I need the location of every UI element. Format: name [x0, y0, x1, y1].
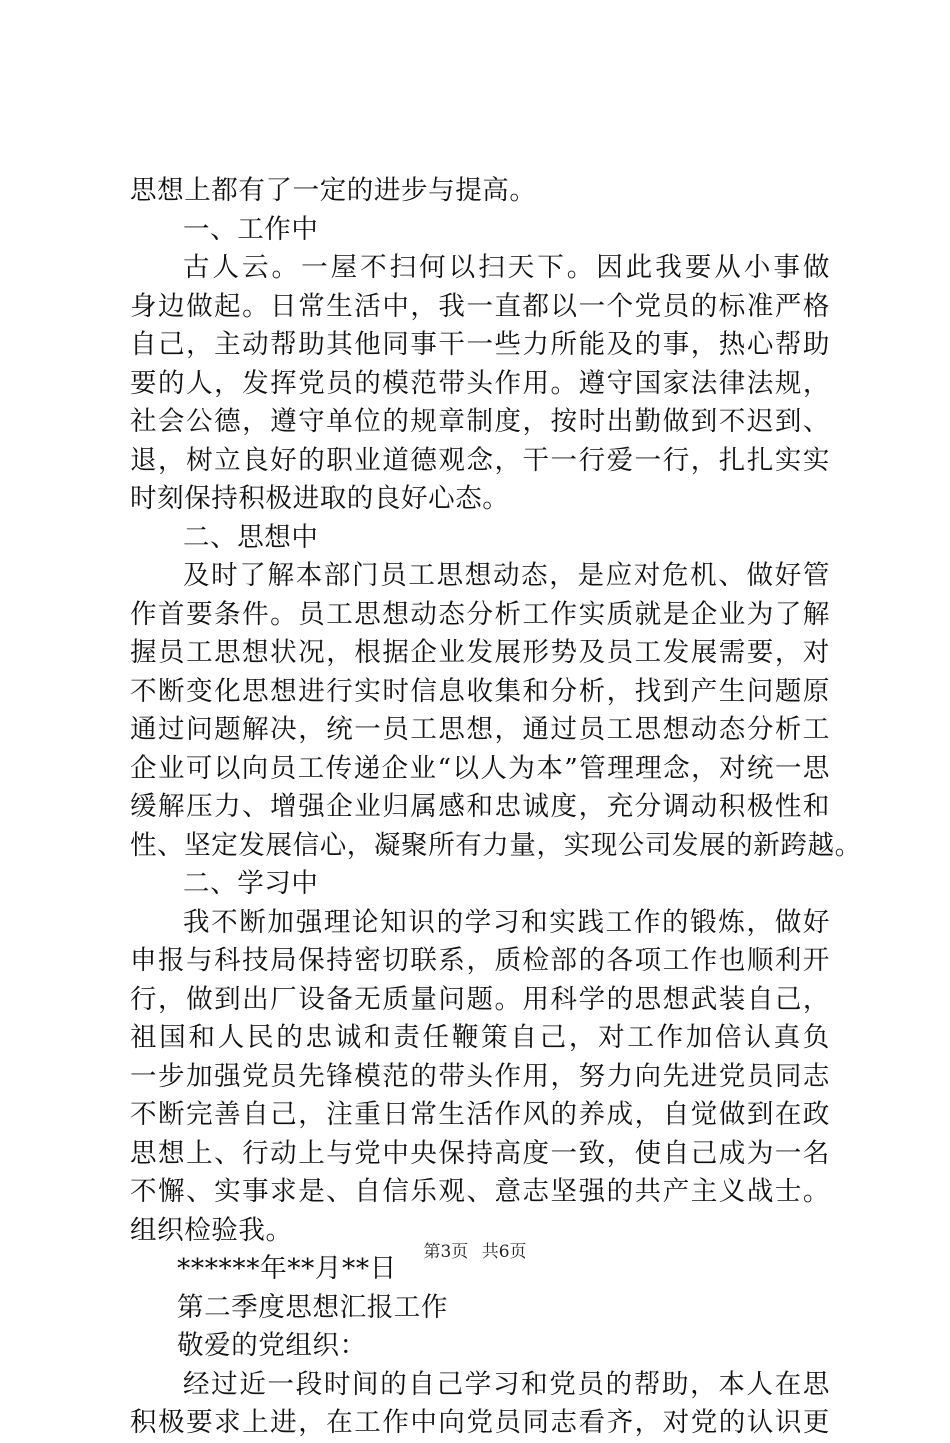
- paragraph-line: 不断变化思想进行实时信息收集和分析，找到产生问题原: [130, 675, 830, 707]
- paragraph-line: 我不断加强理论知识的学习和实践工作的锻炼，做好: [183, 906, 830, 938]
- paragraph-line: 组织检验我。: [130, 1214, 293, 1246]
- paragraph-line: 握员工思想状况，根据企业发展形势及员工发展需要，对: [130, 637, 830, 668]
- paragraph-line: 思想上、行动上与党中央保持高度一致，使自己成为一名: [130, 1137, 830, 1169]
- paragraph-line: 性、坚定发展信心，凝聚所有力量，实现公司发展的新跨越。: [130, 829, 862, 861]
- paragraph-line: 缓解压力、增强企业归属感和忠诚度，充分调动积极性和: [130, 791, 830, 822]
- paragraph-line: 时刻保持积极进取的良好心态。: [130, 483, 510, 514]
- paragraph-line: 祖国和人民的忠诚和责任鞭策自己，对工作加倍认真负: [130, 1022, 830, 1053]
- page-total: 共6页: [481, 1242, 527, 1262]
- paragraph-line: 积极要求上进，在工作中向党员同志看齐，对党的认识更: [130, 1407, 830, 1438]
- text-line-continuation: 思想上都有了一定的进步与提高。: [130, 175, 537, 206]
- paragraph-line: 不断完善自己，注重日常生活作风的养成，自觉做到在政: [130, 1099, 830, 1130]
- paragraph-line: 身边做起。日常生活中，我一直都以一个党员的标准严格: [130, 290, 830, 322]
- date-line: ******年**月**日: [177, 1253, 397, 1284]
- paragraph-line: 通过问题解决，统一员工思想，通过员工思想动态分析工: [130, 714, 830, 745]
- paragraph-line: 自己，主动帮助其他同事干一些力所能及的事，热心帮助: [130, 329, 830, 360]
- paragraph-line: 退，树立良好的职业道德观念，干一行爱一行，扎扎实实: [130, 444, 830, 476]
- salutation: 敬爱的党组织：: [177, 1330, 367, 1361]
- section-heading-work: 一、工作中: [183, 213, 319, 245]
- report-title: 第二季度思想汇报工作: [177, 1291, 448, 1323]
- paragraph-line: 不懈、实事求是、自信乐观、意志坚强的共产主义战士。: [130, 1176, 830, 1207]
- paragraph-line: 经过近一段时间的自己学习和党员的帮助，本人在思: [183, 1368, 830, 1400]
- paragraph-line: 企业可以向员工传递企业“以人为本”管理理念，对统一思: [130, 752, 830, 784]
- paragraph-line: 作首要条件。员工思想动态分析工作实质就是企业为了解: [130, 598, 830, 630]
- paragraph-line: 及时了解本部门员工思想动态，是应对危机、做好管: [183, 560, 830, 591]
- paragraph-line: 社会公德，遵守单位的规章制度，按时出勤做到不迟到、: [130, 406, 830, 437]
- paragraph-line: 申报与科技局保持密切联系，质检部的各项工作也顺利开: [130, 945, 830, 976]
- paragraph-line: 一步加强党员先锋模范的带头作用，努力向先进党员同志: [130, 1060, 830, 1092]
- section-heading-study: 二、学习中: [183, 868, 319, 899]
- paragraph-line: 要的人，发挥党员的模范带头作用。遵守国家法律法规，: [130, 367, 830, 399]
- page-number: 第3页: [423, 1242, 469, 1262]
- page-footer: [0, 1242, 950, 1262]
- section-heading-thought: 二、思想中: [183, 521, 319, 553]
- paragraph-line: 行，做到出厂设备无质量问题。用科学的思想武装自己，: [130, 983, 830, 1015]
- paragraph-line: 古人云。一屋不扫何以扫天下。因此我要从小事做: [183, 252, 830, 283]
